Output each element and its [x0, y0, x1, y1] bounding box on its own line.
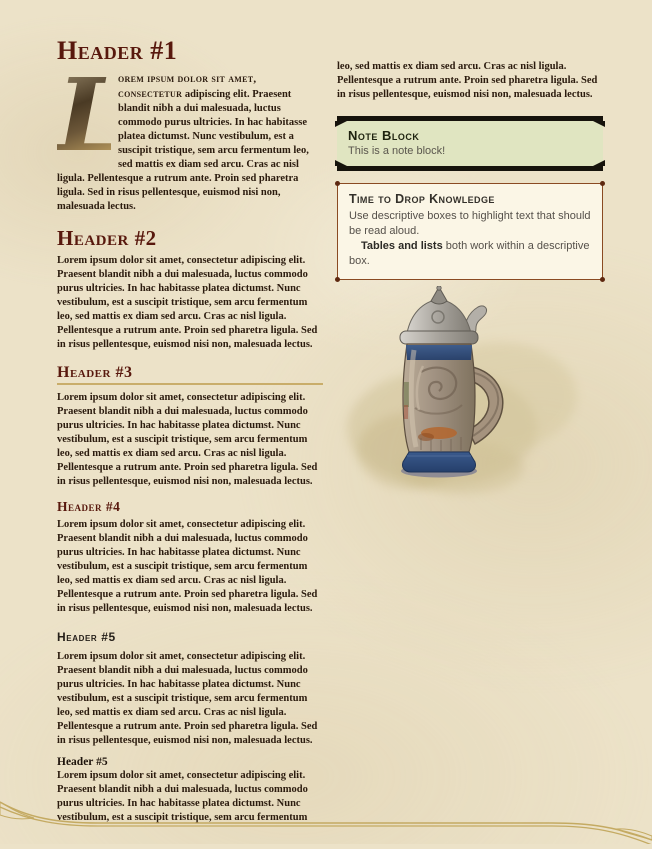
corner-dot-icon: [600, 181, 605, 186]
heading-4: Header #4: [57, 499, 121, 514]
stein-rim: [400, 331, 478, 344]
corner-dot-icon: [335, 181, 340, 186]
note-body: [337, 121, 603, 166]
heading-3: Header #3: [57, 364, 323, 385]
intro-paragraph: [57, 56, 323, 214]
descriptive-bold-lead: Tables and lists: [361, 240, 443, 252]
paragraph-under-header-5: Lorem ipsum dolor sit amet, consectetur adipiscing elit. Praesent blandit nibh a dui malesuada, luctus commodo purus ultricies. In hac habitasse platea dictumst. Nunc vestibulum, est a suscipit tristique, sem arcu fermentum leo, sed mattis ex diam sed arcu. Cras ac nisl ligula. Pellentesque a rutrum ante. Proin sed pharetra ligula. Sed in risus pellentesque, euismod nisi non, malesuada lectus.: [57, 651, 318, 746]
heading-1: Header #1: [57, 36, 178, 65]
paragraph-under-header-4: Lorem ipsum dolor sit amet, consectetur adipiscing elit. Praesent blandit nibh a dui malesuada, luctus commodo purus ultricies. In hac habitasse platea dictumst. Nunc vestibulum, est a suscipit tristique, sem arcu fermentum leo, sed mattis ex diam sed arcu. Cras ac nisl ligula. Pellentesque a rutrum ante. Proin sed pharetra ligula. Sed in risus pellentesque, euismod nisi non, malesuada lectus.: [57, 519, 318, 614]
note-block: [337, 116, 603, 171]
note-top-left-arrow: [335, 121, 347, 127]
heading-6: Header #5: [57, 756, 108, 768]
dropcap-letter: L: [57, 56, 128, 174]
heading-2: Header #2: [57, 226, 157, 250]
right-column: [337, 60, 603, 280]
note-title: Note Block: [348, 128, 420, 143]
note-bottom-left-arrow: [335, 160, 347, 166]
paragraph-under-header-2: Lorem ipsum dolor sit amet, consectetur adipiscing elit. Praesent blandit nibh a dui malesuada, luctus commodo purus ultricies. In hac habitasse platea dictumst. Nunc vestibulum, est a suscipit tristique, sem arcu fermentum leo, sed mattis ex diam sed arcu. Cras ac nisl ligula. Pellentesque a rutrum ante. Proin sed pharetra ligula. Sed in risus pellentesque, euismod nisi non, malesuada lectus.: [57, 255, 318, 350]
descriptive-box-paragraph-1: Use descriptive boxes to highlight text that should be read aloud.: [349, 210, 591, 237]
note-bottom-right-arrow: [593, 160, 605, 166]
beer-stein-svg: [337, 286, 603, 510]
paragraph-under-header-3: Lorem ipsum dolor sit amet, consectetur adipiscing elit. Praesent blandit nibh a dui malesuada, luctus commodo purus ultricies. In hac habitasse platea dictumst. Nunc vestibulum, est a suscipit tristique, sem arcu fermentum leo, sed mattis ex diam sed arcu. Cras ac nisl ligula. Pellentesque a rutrum ante. Proin sed pharetra ligula. Sed in risus pellentesque, euismod nisi non, malesuada lectus.: [57, 392, 318, 487]
heading-5: Header #5: [57, 630, 116, 644]
note-bottom-bar: [337, 166, 603, 171]
paragraph-under-header-6-truncated: Lorem ipsum dolor sit amet, consectetur adipiscing elit. Praesent blandit nibh a dui malesuada, luctus commodo purus ultricies. In hac habitasse platea dictumst. Nunc vestibulum, est a suscipit tristique, sem arcu fermentum: [57, 770, 308, 823]
continuation-paragraph: leo, sed mattis ex diam sed arcu. Cras ac nisl ligula. Pellentesque a rutrum ante. Proin sed pharetra ligula. Sed in risus pellentesque, euismod nisi non, malesuada lectus.: [337, 61, 598, 100]
note-top-bar: [337, 116, 603, 121]
descriptive-box-title: Time to Drop Knowledge: [349, 192, 495, 206]
intro-lead-smallcaps: orem ipsum dolor sit amet, consectetur: [118, 73, 257, 100]
descriptive-box-paragraph-2: [349, 239, 591, 269]
corner-dot-icon: [600, 277, 605, 282]
footer-flourish-icon: [0, 796, 652, 844]
note-text: This is a note block!: [348, 145, 446, 157]
intro-rest: adipiscing elit. Praesent blandit nibh a dui malesuada, luctus commodo purus ultricies. In hac habitasse platea dictumst. Nunc vestibulum, est a suscipit tristique, sem arcu fermentum leo, sed mattis ex diam sed arcu. Cras ac nisl ligula. Pellentesque a rutrum ante. Proin sed pharetra ligula. Sed in risus pellentesque, euismod nisi non, malesuada lectus.: [57, 89, 309, 212]
beer-stein-illustration: [337, 286, 603, 510]
page-footer: [0, 796, 652, 844]
descriptive-box: [337, 183, 603, 280]
left-column: [57, 36, 323, 833]
corner-dot-icon: [335, 277, 340, 282]
descriptive-paragraph-2-rest: both work within a descriptive box.: [349, 240, 590, 267]
note-top-right-arrow: [593, 121, 605, 127]
